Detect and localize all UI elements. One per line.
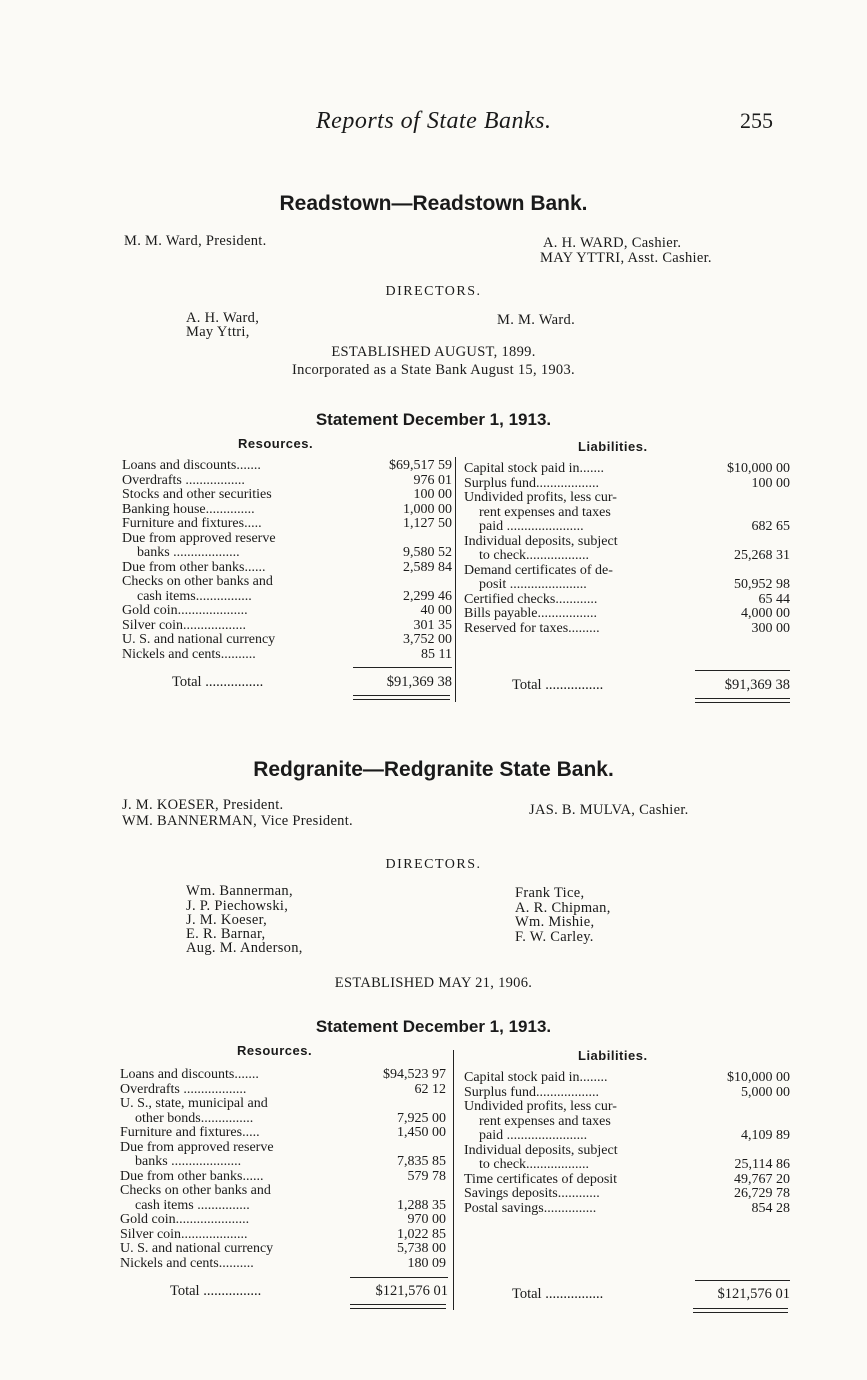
ledger-row: to check.................. 25,114 86 bbox=[479, 1157, 790, 1172]
liabilities-table bbox=[464, 1071, 794, 1216]
director-name: J. M. Koeser, bbox=[186, 912, 268, 928]
director-name: F. W. Carley. bbox=[515, 929, 594, 945]
liabilities-total-amount: $91,369 38 bbox=[724, 677, 790, 693]
ledger-row: cash items................ 2,299 46 bbox=[137, 588, 452, 604]
ledger-row: Capital stock paid in........ $10,000 00 bbox=[464, 1070, 790, 1085]
ledger-row: Time certificates of deposit 49,767 20 bbox=[464, 1171, 790, 1187]
ledger-row: paid ....................... 4,109 89 bbox=[479, 1128, 790, 1143]
resources-total-amount: $121,576 01 bbox=[375, 1283, 448, 1299]
ledger-row: Checks on other banks and bbox=[122, 574, 273, 589]
bank-title: Redgranite—Redgranite State Bank. bbox=[253, 758, 614, 781]
total-double-rule bbox=[695, 698, 790, 703]
resources-total-label: Total ................ bbox=[170, 1283, 262, 1299]
ledger-row: Undivided profits, less cur- bbox=[464, 490, 617, 505]
ledger-row: U. S. and national currency 5,738 00 bbox=[120, 1241, 446, 1256]
director-name: Frank Tice, bbox=[515, 885, 585, 901]
ledger-row: Due from other banks...... 579 78 bbox=[120, 1168, 446, 1184]
ledger-row: Nickels and cents.......... 85 11 bbox=[122, 646, 452, 662]
ledger-row: banks ................... 9,580 52 bbox=[137, 545, 452, 560]
director-name: M. M. Ward. bbox=[497, 312, 575, 328]
resources-heading: Resources. bbox=[237, 1043, 313, 1058]
total-double-rule bbox=[353, 695, 450, 700]
running-header bbox=[0, 108, 867, 138]
ledger-row: Checks on other banks and bbox=[120, 1183, 271, 1198]
established-date: ESTABLISHED AUGUST, 1899. bbox=[331, 344, 536, 360]
ledger-row: Furniture and fixtures..... 1,450 00 bbox=[120, 1125, 446, 1140]
ledger-row: Loans and discounts....... $94,523 97 bbox=[120, 1067, 446, 1082]
column-divider bbox=[453, 1050, 454, 1310]
liabilities-total-amount: $121,576 01 bbox=[717, 1286, 790, 1302]
ledger-row: Demand certificates of de- bbox=[464, 562, 613, 578]
sum-rule bbox=[350, 1277, 448, 1278]
ledger-row: U. S. and national currency 3,752 00 bbox=[122, 632, 452, 647]
ledger-row: Reserved for taxes......... 300 00 bbox=[464, 620, 790, 636]
ledger-row: Due from approved reserve bbox=[122, 530, 276, 546]
ledger-row: paid ...................... 682 65 bbox=[479, 519, 790, 534]
ledger-row: Surplus fund.................. 5,000 00 bbox=[464, 1084, 790, 1100]
ledger-row: U. S., state, municipal and bbox=[120, 1096, 268, 1111]
liabilities-total-label: Total ................ bbox=[512, 1286, 604, 1302]
liabilities-heading: Liabilities. bbox=[578, 1048, 648, 1063]
liabilities-total-label: Total ................ bbox=[512, 677, 604, 693]
directors-heading: DIRECTORS. bbox=[385, 857, 482, 872]
ledger-row: Due from other banks...... 2,589 84 bbox=[122, 559, 452, 575]
director-name: Aug. M. Anderson, bbox=[186, 940, 303, 956]
officer-cashier: A. H. WARD, Cashier. bbox=[543, 235, 682, 251]
ledger-row: Individual deposits, subject bbox=[464, 533, 618, 549]
ledger-row: Undivided profits, less cur- bbox=[464, 1099, 617, 1114]
director-name: A. R. Chipman, bbox=[515, 900, 611, 916]
ledger-row: rent expenses and taxes bbox=[479, 1113, 611, 1129]
ledger-row: Nickels and cents.......... 180 09 bbox=[120, 1255, 446, 1271]
ledger-row: Capital stock paid in....... $10,000 00 bbox=[464, 461, 790, 476]
total-double-rule bbox=[350, 1304, 446, 1309]
officer-cashier: JAS. B. MULVA, Cashier. bbox=[529, 802, 689, 818]
sum-rule bbox=[695, 1280, 790, 1281]
ledger-row: Savings deposits............ 26,729 78 bbox=[464, 1186, 790, 1201]
ledger-row: Gold coin.................... 40 00 bbox=[122, 603, 452, 618]
running-title: Reports of State Banks. bbox=[316, 108, 552, 134]
ledger-row: Surplus fund.................. 100 00 bbox=[464, 475, 790, 491]
ledger-row: Loans and discounts....... $69,517 59 bbox=[122, 458, 452, 473]
director-name: J. P. Piechowski, bbox=[186, 898, 289, 914]
sum-rule bbox=[695, 670, 790, 671]
ledger-row: Postal savings............... 854 28 bbox=[464, 1200, 790, 1216]
director-name: Wm. Bannerman, bbox=[186, 883, 293, 899]
ledger-row: Overdrafts ................. 976 01 bbox=[122, 472, 452, 488]
ledger-row: other bonds............... 7,925 00 bbox=[135, 1110, 446, 1126]
resources-heading: Resources. bbox=[238, 436, 314, 451]
resources-total-label: Total ................ bbox=[172, 674, 264, 690]
ledger-row: Due from approved reserve bbox=[120, 1139, 274, 1155]
director-name: May Yttri, bbox=[186, 324, 250, 340]
officer-asst-cashier: MAY YTTRI, Asst. Cashier. bbox=[540, 250, 712, 266]
sum-rule bbox=[353, 667, 452, 668]
ledger-row: cash items ............... 1,288 35 bbox=[135, 1197, 446, 1213]
ledger-row: banks .................... 7,835 85 bbox=[135, 1154, 446, 1169]
ledger-row: Silver coin................... 1,022 85 bbox=[120, 1226, 446, 1242]
liabilities-table bbox=[464, 462, 794, 636]
established-date: ESTABLISHED MAY 21, 1906. bbox=[334, 975, 533, 991]
director-name: E. R. Barnar, bbox=[186, 926, 266, 942]
bank-title: Readstown—Readstown Bank. bbox=[279, 192, 588, 215]
ledger-row: Certified checks............ 65 44 bbox=[464, 591, 790, 607]
officer-vice-president: WM. BANNERMAN, Vice President. bbox=[122, 813, 353, 829]
directors-heading: DIRECTORS. bbox=[385, 284, 482, 299]
column-divider bbox=[455, 457, 456, 702]
liabilities-heading: Liabilities. bbox=[578, 439, 648, 454]
director-name: Wm. Mishie, bbox=[515, 914, 595, 930]
ledger-row: Banking house.............. 1,000 00 bbox=[122, 501, 452, 517]
statement-title: Statement December 1, 1913. bbox=[315, 410, 552, 429]
ledger-row: Furniture and fixtures..... 1,127 50 bbox=[122, 516, 452, 531]
resources-table bbox=[122, 459, 454, 662]
ledger-row: Overdrafts .................. 62 12 bbox=[120, 1081, 446, 1097]
ledger-row: Individual deposits, subject bbox=[464, 1142, 618, 1158]
statement-title: Statement December 1, 1913. bbox=[315, 1017, 552, 1036]
officer-president: M. M. Ward, President. bbox=[124, 233, 267, 249]
ledger-row: Bills payable................. 4,000 00 bbox=[464, 606, 790, 621]
ledger-row: to check.................. 25,268 31 bbox=[479, 548, 790, 563]
page-number: 255 bbox=[740, 108, 773, 133]
incorporated-date: Incorporated as a State Bank August 15, 1903. bbox=[292, 362, 575, 378]
resources-table bbox=[120, 1068, 450, 1271]
ledger-row: Stocks and other securities 100 00 bbox=[122, 487, 452, 502]
ledger-row: Silver coin.................. 301 35 bbox=[122, 617, 452, 633]
total-double-rule bbox=[693, 1308, 788, 1313]
ledger-row: posit ...................... 50,952 98 bbox=[479, 577, 790, 592]
director-name: A. H. Ward, bbox=[186, 310, 260, 326]
resources-total-amount: $91,369 38 bbox=[386, 674, 452, 690]
ledger-row: rent expenses and taxes bbox=[479, 504, 611, 520]
ledger-row: Gold coin..................... 970 00 bbox=[120, 1212, 446, 1227]
officer-president: J. M. KOESER, President. bbox=[122, 797, 284, 813]
